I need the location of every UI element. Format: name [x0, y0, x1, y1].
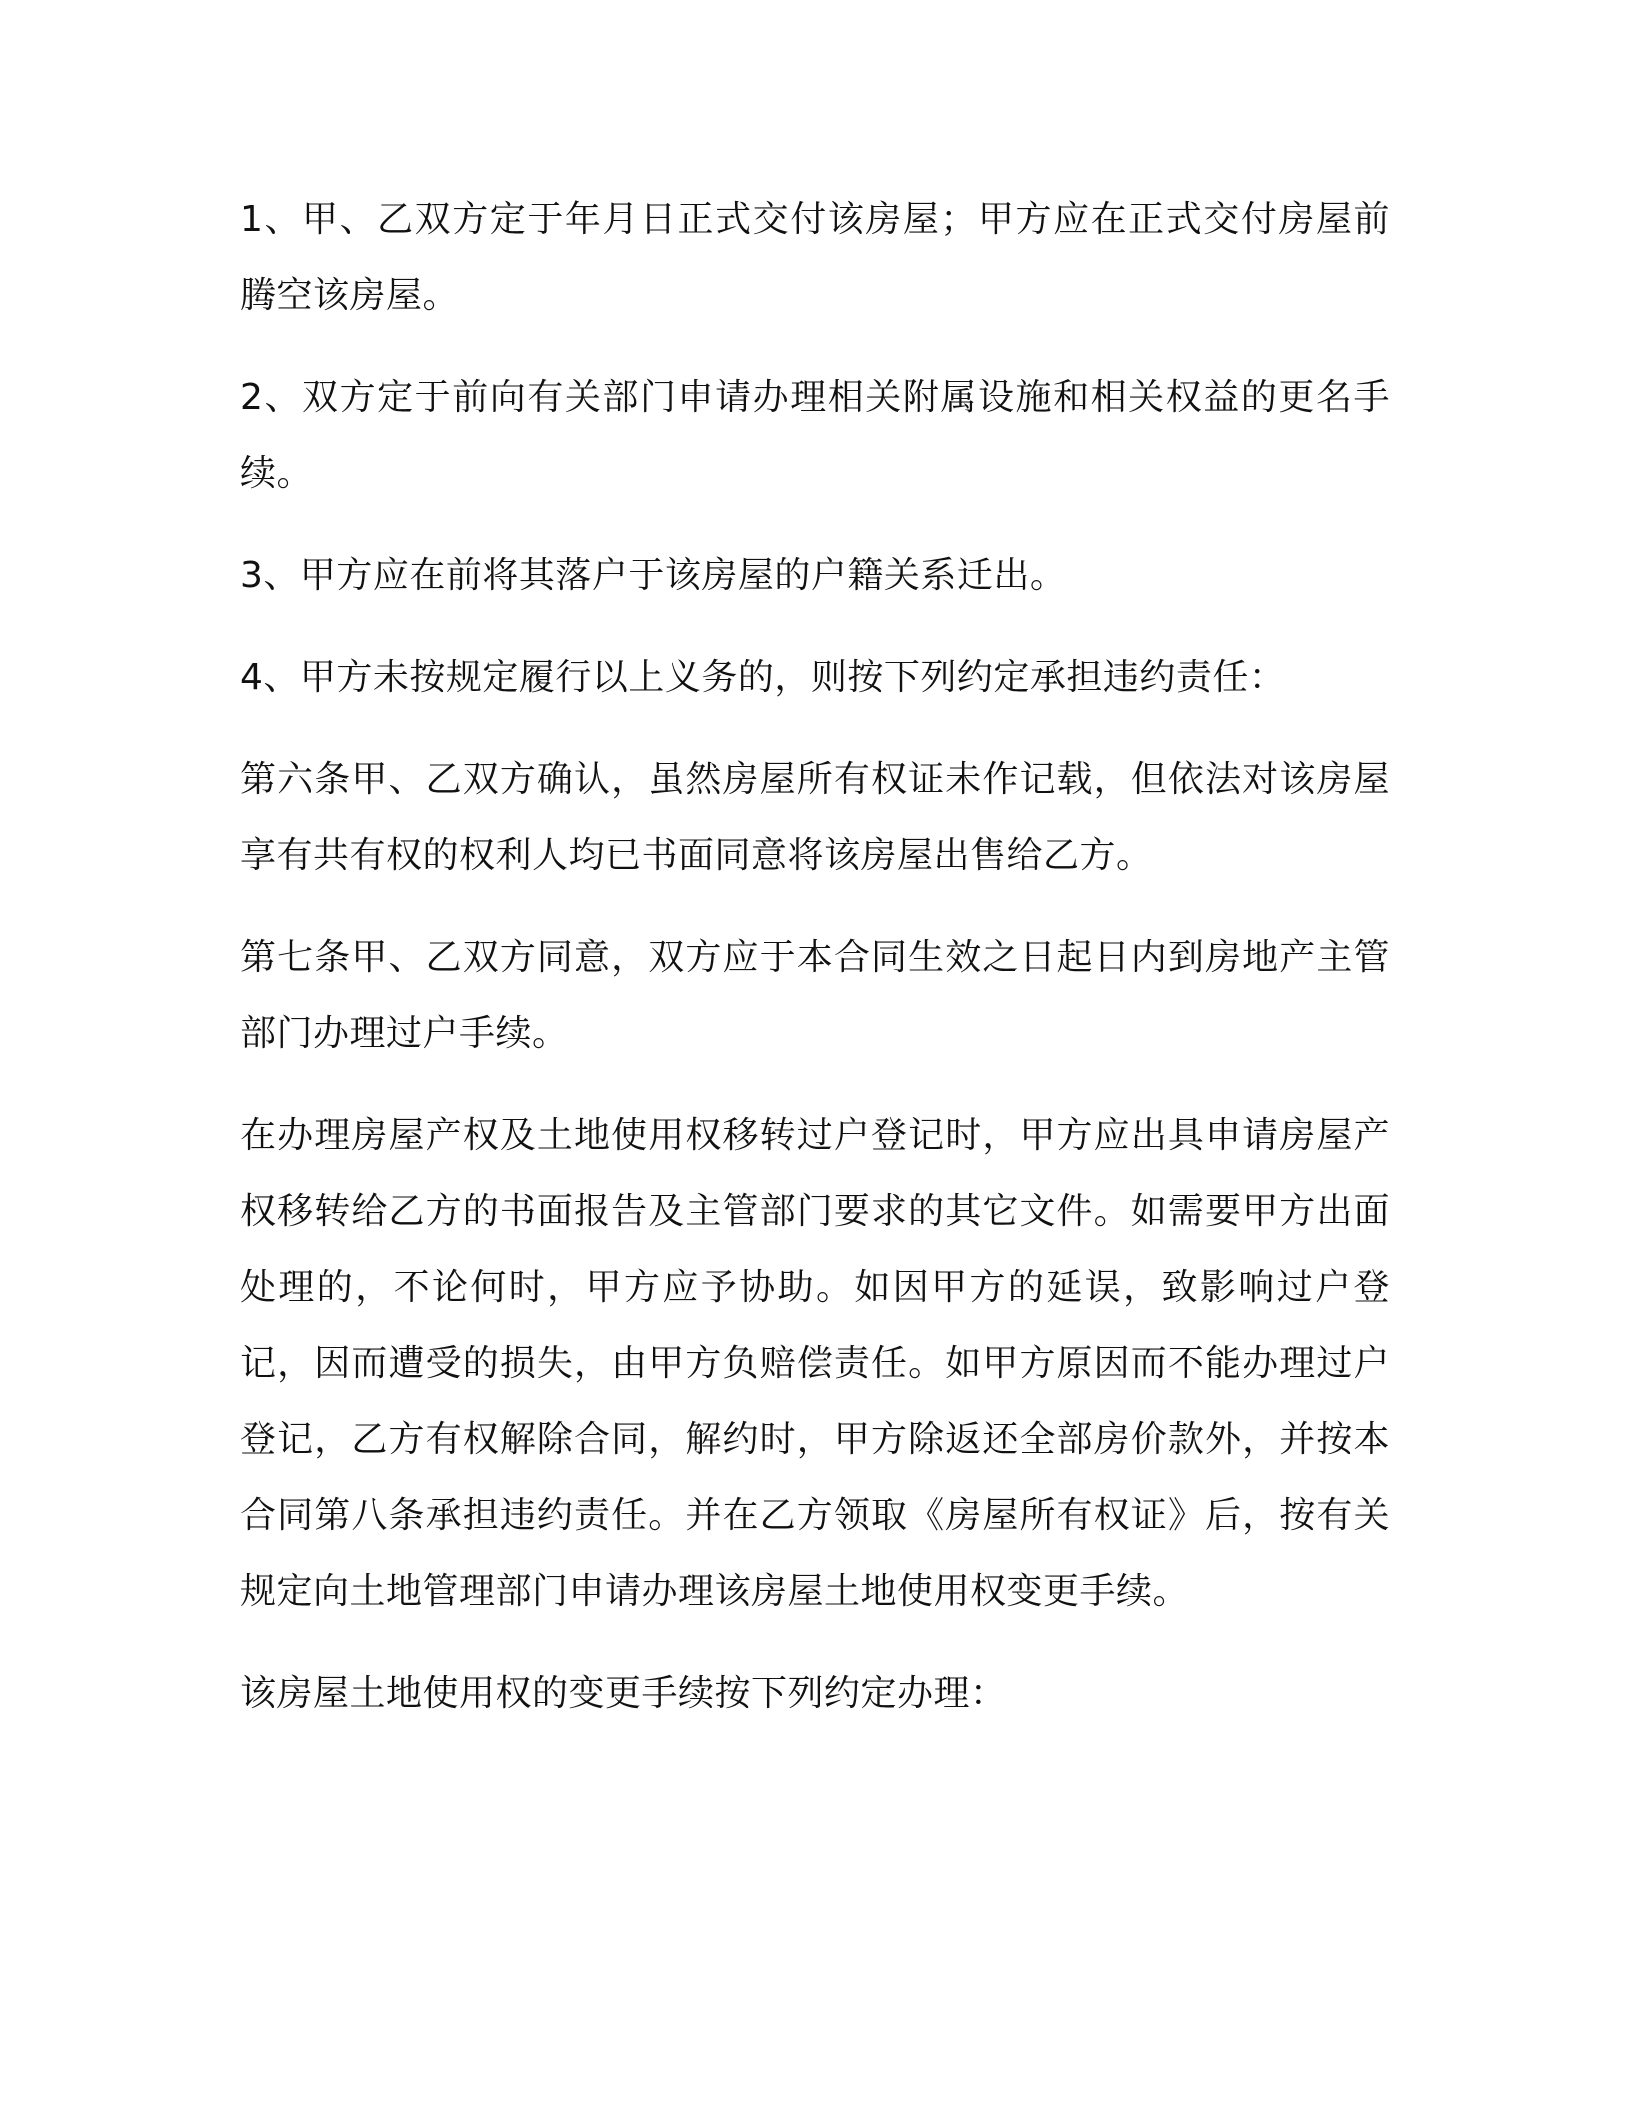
document-body	[240, 182, 1390, 1758]
land-use-change-paragraph: 该房屋土地使用权的变更手续按下列约定办理：	[240, 1673, 1007, 1714]
clause-1: 1、甲、乙双方定于年月日正式交付该房屋；甲方应在正式交付房屋前腾空该房屋。	[240, 199, 1390, 316]
clause-2: 2、双方定于前向有关部门申请办理相关附属设施和相关权益的更名手续。	[240, 377, 1390, 494]
clause-4: 4、甲方未按规定履行以上义务的，则按下列约定承担违约责任：	[240, 657, 1286, 698]
article-7: 第七条甲、乙双方同意，双方应于本合同生效之日起日内到房地产主管部门办理过户手续。	[240, 937, 1390, 1054]
transfer-registration-paragraph: 在办理房屋产权及土地使用权移转过户登记时，甲方应出具申请房屋产权移转给乙方的书面报告及主管部门要求的其它文件。如需要甲方出面处理的，不论何时，甲方应予协助。如因甲方的延误，致影响过户登记，因而遭受的损失，由甲方负赔偿责任。如甲方原因而不能办理过户登记，乙方有权解除合同，解约时，甲方除返还全部房价款外，并按本合同第八条承担违约责任。并在乙方领取《房屋所有权证》后，按有关规定向土地管理部门申请办理该房屋土地使用权变更手续。	[240, 1115, 1390, 1612]
article-6: 第六条甲、乙双方确认，虽然房屋所有权证未作记载，但依法对该房屋享有共有权的权利人均已书面同意将该房屋出售给乙方。	[240, 759, 1390, 876]
clause-3: 3、甲方应在前将其落户于该房屋的户籍关系迁出。	[240, 555, 1067, 596]
